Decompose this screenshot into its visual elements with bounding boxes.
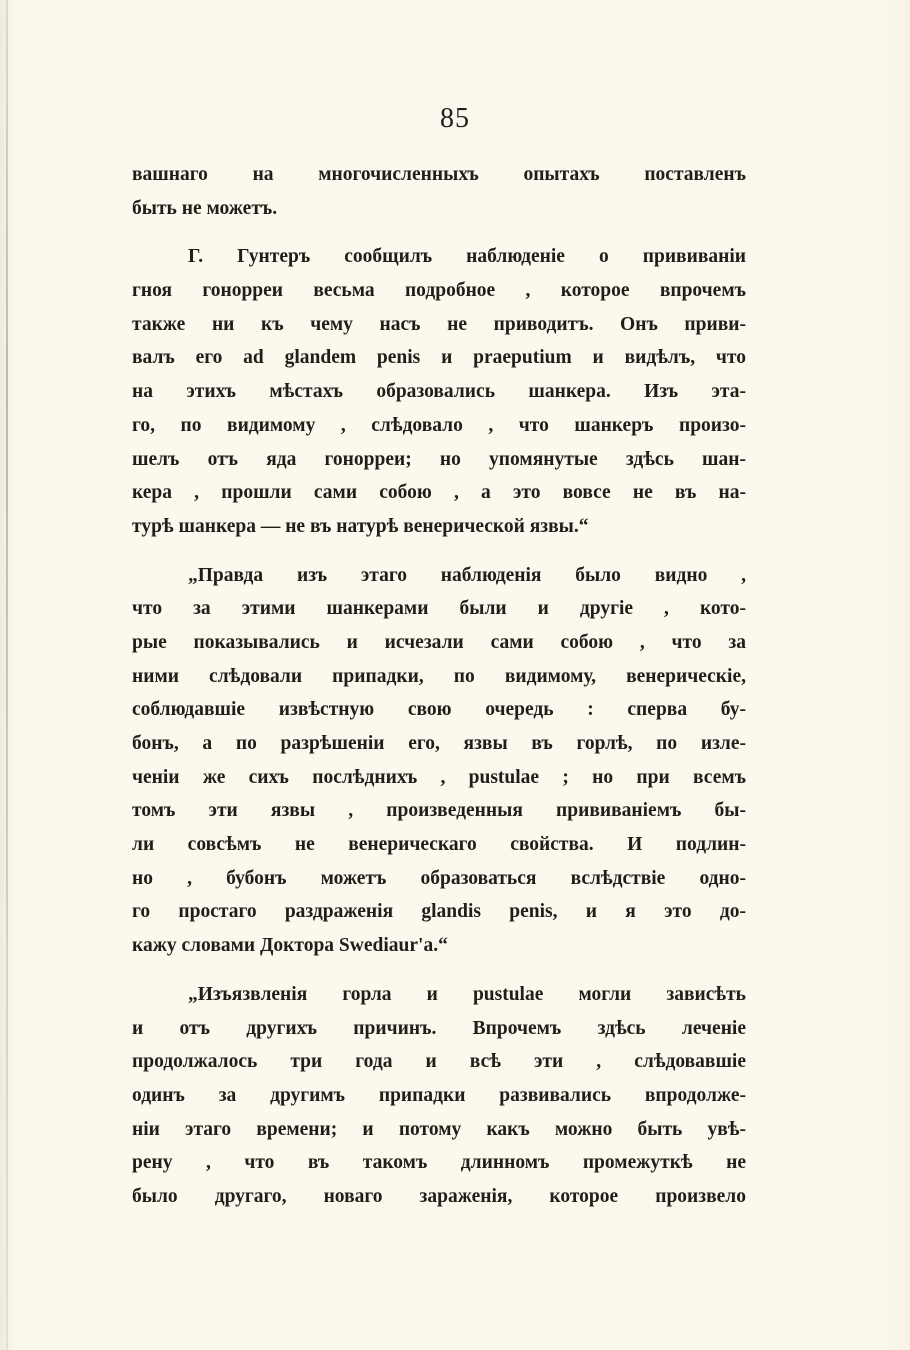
text-line: ченіи же сихъ послѣднихъ , pustulae ; но при всемъ	[132, 766, 746, 788]
text-line: ли совсѣмъ не венерическаго свойства. И подлин-	[132, 834, 746, 856]
text-line: гноя гонорреи весьма подробное , которое впрочемъ	[132, 280, 746, 302]
text-line: „Изъязвленія горла и pustulae могли зависѣть	[188, 983, 746, 1005]
text-line: го, по видимому , слѣдовало , что шанкеръ произо-	[132, 414, 746, 436]
text-line: быть не можетъ.	[132, 197, 278, 219]
text-line: также ни къ чему насъ не приводитъ. Онъ приви-	[132, 313, 746, 335]
text-line: что за этими шанкерами были и другіе , кото-	[132, 598, 746, 620]
paragraph-quotation-one	[132, 559, 746, 963]
text-line: го простаго раздраженія glandis penis, и я это до-	[132, 901, 746, 923]
text-line: кажу словами Доктора Swediaur'a.“	[132, 935, 448, 957]
text-line: Г. Гунтеръ сообщилъ наблюденіе о прививаніи	[188, 246, 746, 268]
text-line: рые показывались и исчезали сами собою , что за	[132, 631, 746, 653]
text-line: продолжалось три года и всѣ эти , слѣдовавшіе	[132, 1051, 746, 1073]
binding-edge	[6, 0, 8, 1350]
text-line: и отъ другихъ причинъ. Впрочемъ здѣсь леченіе	[132, 1017, 746, 1039]
text-line: было другаго, новаго зараженія, которое произвело	[132, 1185, 746, 1207]
text-line: томъ эти язвы , произведенныя прививаніемъ бы-	[132, 800, 746, 822]
text-line: турѣ шанкера — не въ натурѣ венерической язвы.“	[132, 515, 589, 537]
text-line: „Правда изъ этаго наблюденія было видно ,	[188, 564, 746, 586]
text-line: на этихъ мѣстахъ образовались шанкера. Изъ эта-	[132, 381, 746, 403]
text-line: но , бубонъ можетъ образоваться вслѣдствіе одно-	[132, 867, 746, 889]
text-line: одинъ за другимъ припадки развивались впродолже-	[132, 1084, 746, 1106]
text-line: валъ его ad glandem penis и praeputium и видѣлъ, что	[132, 347, 746, 369]
paragraph-hunter-observation	[132, 240, 746, 543]
paragraph-continuation	[132, 158, 746, 225]
body-text	[132, 158, 746, 1214]
text-line: шелъ отъ яда гонорреи; но упомянутые здѣсь шан-	[132, 448, 746, 470]
text-line: кера , прошли сами собою , а это вовсе не въ на-	[132, 482, 746, 504]
text-line: рену , что въ такомъ длинномъ промежуткѣ не	[132, 1152, 746, 1174]
text-line: ніи этаго времени; и потому какъ можно быть увѣ-	[132, 1118, 746, 1140]
page-number: 85	[440, 103, 470, 134]
text-line: соблюдавшіе извѣстную свою очередь : сперва бу-	[132, 699, 746, 721]
text-line: бонъ, а по разрѣшеніи его, язвы въ горлѣ, по изле-	[132, 733, 746, 754]
text-line: ними слѣдовали припадки, по видимому, венерическіе,	[132, 665, 746, 687]
paragraph-quotation-two	[132, 978, 746, 1214]
text-line: вашнаго на многочисленныхъ опытахъ поставленъ	[132, 164, 746, 185]
